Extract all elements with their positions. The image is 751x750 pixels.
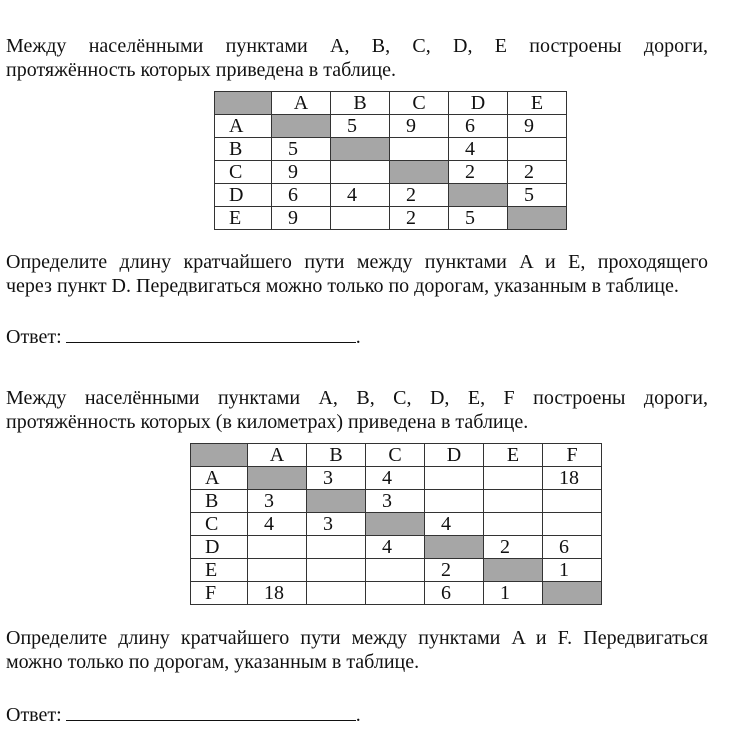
task1-distance-table [214,91,567,230]
table-cell: 3 [366,490,425,513]
task2-question-line-1: Определите длину кратчайшего пути между пунктами A и F. Передвигаться [6,627,708,649]
diagonal-cell [272,115,331,138]
table-cell: 5 [449,207,508,230]
task1-question-line-1: Определите длину кратчайшего пути между пунктами A и E, проходящего [6,251,708,273]
task2-intro-line-2: протяжённость которых (в километрах) приведена в таблице. [6,411,529,433]
answer-label: Ответ: [6,326,62,348]
table-header-cell: C [390,92,449,115]
diagonal-cell [449,184,508,207]
table-cell [307,536,366,559]
table-cell: 6 [449,115,508,138]
table-cell [543,490,602,513]
table-cell: 5 [272,138,331,161]
table-header-cell: D [449,92,508,115]
diagonal-cell [307,490,366,513]
table-cell [390,138,449,161]
table-cell: 2 [484,536,543,559]
table-cell: 2 [508,161,567,184]
table-cell [366,559,425,582]
table-cell [484,490,543,513]
table-cell [484,467,543,490]
table-cell: 9 [272,207,331,230]
table-row [191,559,602,582]
table-cell: 5 [331,115,390,138]
table-row [191,467,602,490]
row-label: E [191,559,248,582]
table-cell: 6 [543,536,602,559]
table-row [191,582,602,605]
table-header-cell: E [508,92,567,115]
table-header-cell: B [331,92,390,115]
table-cell [307,559,366,582]
diagonal-cell [543,582,602,605]
task2-distance-table [190,443,602,605]
task2-intro-line-1: Между населёнными пунктами A, B, C, D, E, F построены дороги, [6,387,708,409]
row-label: A [191,467,248,490]
table-cell: 6 [425,582,484,605]
answer-end-period: . [355,326,361,348]
table-row [191,536,602,559]
row-label: A [215,115,272,138]
table-cell: 3 [307,467,366,490]
row-label: C [191,513,248,536]
table-cell [425,490,484,513]
table-cell [366,582,425,605]
table-cell: 2 [390,207,449,230]
table-corner-cell [215,92,272,115]
table-header-cell: A [272,92,331,115]
table-cell [248,536,307,559]
row-label: D [215,184,272,207]
table-cell: 1 [484,582,543,605]
diagonal-cell [248,467,307,490]
diagonal-cell [484,559,543,582]
table-cell: 9 [390,115,449,138]
table-cell: 18 [248,582,307,605]
table-cell: 2 [449,161,508,184]
task1-intro [6,34,708,82]
diagonal-cell [425,536,484,559]
answer-blank-line[interactable] [66,702,356,721]
table-cell: 18 [543,467,602,490]
table-row [215,138,567,161]
row-label: B [215,138,272,161]
diagonal-cell [366,513,425,536]
table-header-row [191,444,602,467]
table-cell [331,161,390,184]
table-cell: 9 [508,115,567,138]
task1-question [6,250,708,298]
table-cell [331,207,390,230]
table-cell: 4 [331,184,390,207]
table-header-cell: F [543,444,602,467]
task2-question-line-2: можно только по дорогам, указанным в таблице. [6,651,420,673]
answer-label: Ответ: [6,704,62,726]
table-header-cell: E [484,444,543,467]
table-row [191,513,602,536]
diagonal-cell [508,207,567,230]
table-header-cell: D [425,444,484,467]
table-header-cell: A [248,444,307,467]
table-cell: 3 [307,513,366,536]
table-cell: 1 [543,559,602,582]
table-row [215,161,567,184]
table-row [215,184,567,207]
table-cell: 4 [366,467,425,490]
table-cell [307,582,366,605]
row-label: C [215,161,272,184]
table-cell: 9 [272,161,331,184]
table-header-row [215,92,567,115]
table-cell [484,513,543,536]
table-header-cell: C [366,444,425,467]
table-row [215,207,567,230]
table-cell: 4 [248,513,307,536]
table-cell: 2 [425,559,484,582]
diagonal-cell [331,138,390,161]
task2-answer [6,702,361,727]
task1-question-line-2: через пункт D. Передвигаться можно только по дорогам, указанным в таблице. [6,275,679,297]
task1-intro-line-1: Между населёнными пунктами A, B, C, D, E построены дороги, [6,35,708,57]
task2-intro [6,386,708,434]
table-cell: 4 [425,513,484,536]
row-label: E [215,207,272,230]
task1-intro-line-2: протяжённость которых приведена в таблице. [6,59,397,81]
table-cell [543,513,602,536]
table-cell: 6 [272,184,331,207]
answer-blank-line[interactable] [66,324,356,343]
row-label: D [191,536,248,559]
table-cell [248,559,307,582]
table-row [191,490,602,513]
task2-question [6,626,708,674]
table-cell: 4 [366,536,425,559]
task1-answer [6,324,361,349]
answer-end-period: . [355,704,361,726]
table-cell: 2 [390,184,449,207]
diagonal-cell [390,161,449,184]
table-row [215,115,567,138]
row-label: B [191,490,248,513]
table-cell [425,467,484,490]
table-corner-cell [191,444,248,467]
table-header-cell: B [307,444,366,467]
table-cell [508,138,567,161]
table-cell: 4 [449,138,508,161]
row-label: F [191,582,248,605]
table-cell: 5 [508,184,567,207]
table-cell: 3 [248,490,307,513]
